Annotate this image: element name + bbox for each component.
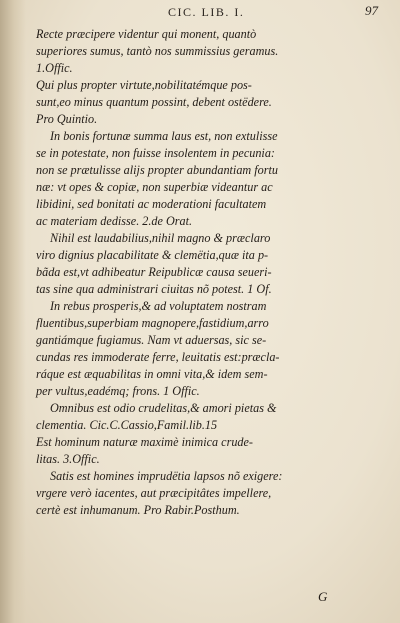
page-text	[36, 26, 362, 519]
text-line: Qui plus propter virtute,nobilitatémque pos-	[36, 78, 252, 92]
text-line: cundas res immoderate ferre, leuitatis est:præcla-	[36, 350, 280, 364]
text-line: 1.Offic.	[36, 61, 73, 75]
text-line: libidini, sed bonitati ac moderationi facultatem	[36, 197, 267, 211]
text-line: Est hominum naturæ maximè inimica crude-	[36, 435, 253, 449]
text-line: ac materiam dedisse. 2.de Orat.	[36, 214, 193, 228]
text-line: clementia. Cic.C.Cassio,Famil.lib.15	[36, 418, 218, 432]
running-head	[140, 3, 380, 21]
text-line: non se prætulisse alijs propter abundantiam fortu	[36, 163, 278, 177]
text-line: viro dignius placabilitate & clemëtia,quæ ita p-	[36, 248, 269, 262]
text-line: tas sine qua administrari ciuitas nõ potest. 1 Of.	[36, 282, 272, 296]
running-head-title: CIC. LIB. I.	[168, 5, 245, 19]
text-line: In rebus prosperis,& ad voluptatem nostram	[50, 299, 267, 313]
binding-gutter	[0, 0, 26, 623]
text-line: litas. 3.Offic.	[36, 452, 100, 466]
text-line: superiores sumus, tantò nos summissius geramus.	[36, 44, 279, 58]
text-line: ráque est æquabilitas in omni vita,& idem sem-	[36, 367, 268, 381]
text-line: certè est inhumanum. Pro Rabir.Posthum.	[36, 503, 240, 517]
text-line: Nihil est laudabilius,nihil magno & præclaro	[50, 231, 271, 245]
page-number: 97	[365, 3, 378, 18]
text-line: Omnibus est odio crudelitas,& amori pietas &	[50, 401, 277, 415]
catchword: G	[318, 589, 328, 604]
text-line: sunt,eo minus quantum possint, debent ostëdere.	[36, 95, 272, 109]
text-line: Pro Quintio.	[36, 112, 98, 126]
text-line: In bonis fortunæ summa laus est, non extulisse	[50, 129, 278, 143]
text-line: fluentibus,superbiam magnopere,fastidium,arro	[36, 316, 269, 330]
text-line: Recte præcipere videntur qui monent, quantò	[36, 27, 257, 41]
text-line: per vultus,eadémq; frons. 1 Offic.	[36, 384, 200, 398]
text-line: vrgere verò iacentes, aut præcipitâtes impellere,	[36, 486, 272, 500]
text-line: bãda est,vt adhibeatur Reipublicæ causa seueri-	[36, 265, 272, 279]
text-line: Satis est homines imprudëtia lapsos nõ exigere:	[50, 469, 283, 483]
text-line: gantiámque fugiamus. Nam vt aduersas, sic se-	[36, 333, 267, 347]
text-line: se in potestate, non fuisse insolentem in pecunia:	[36, 146, 275, 160]
text-line: næ: vt opes & copiæ, non superbiæ videantur ac	[36, 180, 273, 194]
